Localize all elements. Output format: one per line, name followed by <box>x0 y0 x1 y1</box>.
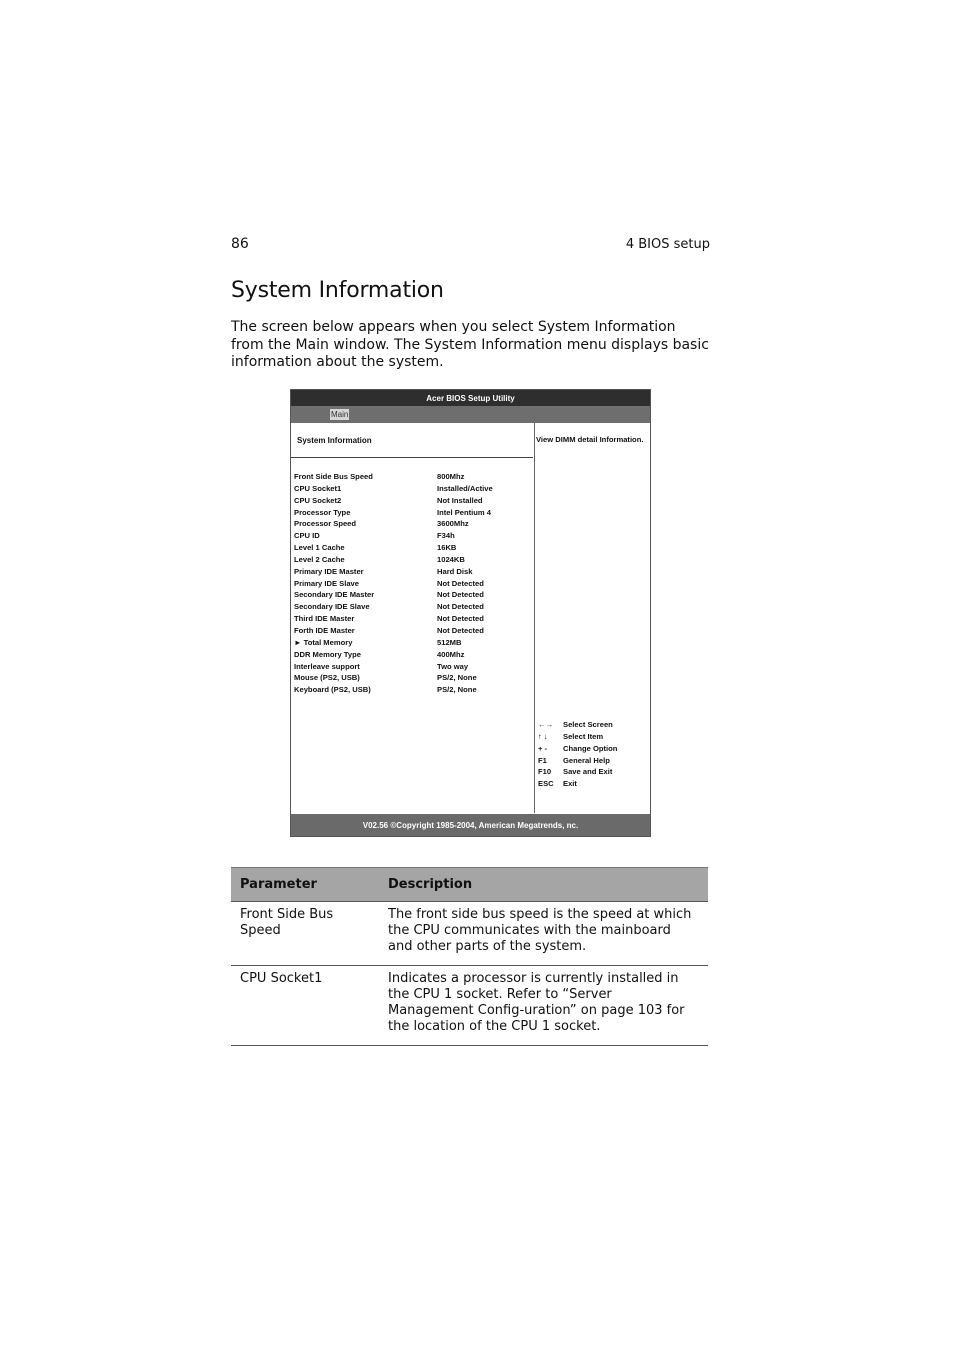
bios-info-value: Two way <box>437 661 469 671</box>
bios-copyright-footer: V02.56 ©Copyright 1985-2004, American Megatrends, nc. <box>291 814 650 836</box>
bios-info-row <box>294 601 532 613</box>
bios-info-panel <box>291 423 534 813</box>
bios-key-description: General Help <box>563 755 610 765</box>
parameter-cell: CPU Socket1 <box>231 966 379 1046</box>
table-header-row <box>231 868 708 902</box>
bios-info-label: Secondary IDE Slave <box>294 602 370 612</box>
bios-info-label: Secondary IDE Master <box>294 590 375 600</box>
bios-key-row <box>538 766 648 778</box>
bios-info-row <box>294 554 532 566</box>
bios-info-label: Interleave support <box>294 661 360 671</box>
bios-key-name: ESC <box>538 779 554 789</box>
bios-info-row <box>294 483 532 495</box>
bios-info-value: PS/2, None <box>437 685 477 695</box>
bios-key-name: + - <box>538 743 548 753</box>
parameter-table <box>231 867 708 1046</box>
bios-info-value: 1024KB <box>437 554 465 564</box>
column-header-description: Description <box>379 868 708 902</box>
bios-info-label: DDR Memory Type <box>294 649 361 659</box>
bios-info-row <box>294 625 532 637</box>
bios-info-row <box>294 566 532 578</box>
chapter-header: 4 BIOS setup <box>625 237 710 252</box>
bios-key-name: F1 <box>538 755 547 765</box>
bios-info-label: Processor Speed <box>294 519 357 529</box>
bios-info-label: Mouse (PS2, USB) <box>294 673 360 683</box>
bios-info-label: CPU Socket2 <box>294 495 342 505</box>
bios-key-name: ↑ ↓ <box>538 731 548 741</box>
parameter-cell: Front Side Bus Speed <box>231 902 379 966</box>
bios-info-row <box>294 578 532 590</box>
bios-info-row <box>294 507 532 519</box>
bios-menu-bar <box>291 406 650 423</box>
bios-info-value: Not Detected <box>437 578 484 588</box>
description-cell: The front side bus speed is the speed at which the CPU communicates with the mainboard and other parts of the system. <box>379 902 708 966</box>
bios-key-description: Exit <box>563 779 577 789</box>
bios-info-value: Not Detected <box>437 625 484 635</box>
bios-info-label: ► Total Memory <box>294 637 353 647</box>
bios-info-value: 400Mhz <box>437 649 465 659</box>
bios-window-title: Acer BIOS Setup Utility <box>291 390 650 406</box>
bios-info-row <box>294 518 532 530</box>
bios-info-row <box>294 589 532 601</box>
bios-info-value: Intel Pentium 4 <box>437 507 492 517</box>
section-title: System Information <box>231 278 444 303</box>
bios-key-row <box>538 743 648 755</box>
bios-info-label: CPU ID <box>294 531 320 541</box>
bios-info-label: Third IDE Master <box>294 614 355 624</box>
bios-info-label: Forth IDE Master <box>294 625 355 635</box>
bios-info-value: 512MB <box>437 637 462 647</box>
bios-info-list <box>294 471 532 696</box>
bios-key-description: Save and Exit <box>563 767 613 777</box>
bios-info-value: Not Detected <box>437 602 484 612</box>
bios-key-row <box>538 731 648 743</box>
bios-help-text: View DIMM detail Information. <box>536 435 644 444</box>
bios-key-row <box>538 755 648 767</box>
bios-info-row <box>294 542 532 554</box>
bios-info-row <box>294 684 532 696</box>
bios-info-row <box>294 495 532 507</box>
bios-info-label: Processor Type <box>294 507 351 517</box>
bios-info-value: F34h <box>437 531 455 541</box>
bios-key-legend <box>538 719 648 790</box>
bios-key-description: Change Option <box>563 743 618 753</box>
bios-key-description: Select Item <box>563 731 604 741</box>
page-number: 86 <box>231 236 249 252</box>
bios-info-value: Not Detected <box>437 590 484 600</box>
bios-info-label: Level 1 Cache <box>294 543 345 553</box>
bios-info-value: 16KB <box>437 543 457 553</box>
bios-info-value: PS/2, None <box>437 673 477 683</box>
bios-info-value: Not Detected <box>437 614 484 624</box>
description-cell: Indicates a processor is currently installed in the CPU 1 socket. Refer to “Server Management Config-uration” on page 103 for the location of the CPU 1 socket. <box>379 966 708 1046</box>
bios-panel-divider <box>534 423 535 813</box>
bios-section-title: System Information <box>297 436 372 445</box>
bios-info-value: Hard Disk <box>437 566 473 576</box>
bios-screenshot <box>290 389 651 837</box>
bios-info-label: Primary IDE Slave <box>294 578 360 588</box>
bios-info-row <box>294 613 532 625</box>
table-row <box>231 902 708 966</box>
bios-info-label: Front Side Bus Speed <box>294 472 373 481</box>
bios-info-row <box>294 661 532 673</box>
bios-tab-main[interactable]: Main <box>331 410 349 419</box>
bios-info-row <box>294 672 532 684</box>
bios-info-row <box>294 530 532 542</box>
bios-info-label: Keyboard (PS2, USB) <box>294 685 371 695</box>
bios-info-label: Primary IDE Master <box>294 566 364 576</box>
column-header-parameter: Parameter <box>231 868 379 902</box>
bios-info-row <box>294 471 532 483</box>
bios-key-row <box>538 778 648 790</box>
bios-key-name: F10 <box>538 767 552 777</box>
bios-info-value: Not Installed <box>437 495 483 505</box>
bios-key-row <box>538 719 648 731</box>
bios-info-label: CPU Socket1 <box>294 483 342 493</box>
bios-info-value: 3600Mhz <box>437 519 469 529</box>
bios-info-value: Installed/Active <box>437 483 493 493</box>
bios-section-divider <box>291 457 533 458</box>
bios-key-description: Select Screen <box>563 720 613 729</box>
intro-paragraph: The screen below appears when you select System Information from the Main window. The System Information menu displays basic information about the system. <box>231 319 709 370</box>
bios-key-name: ←→ <box>538 720 554 729</box>
bios-info-row <box>294 649 532 661</box>
table-row <box>231 966 708 1046</box>
bios-info-row <box>294 637 532 649</box>
bios-info-value: 800Mhz <box>437 472 465 481</box>
bios-info-label: Level 2 Cache <box>294 554 345 564</box>
